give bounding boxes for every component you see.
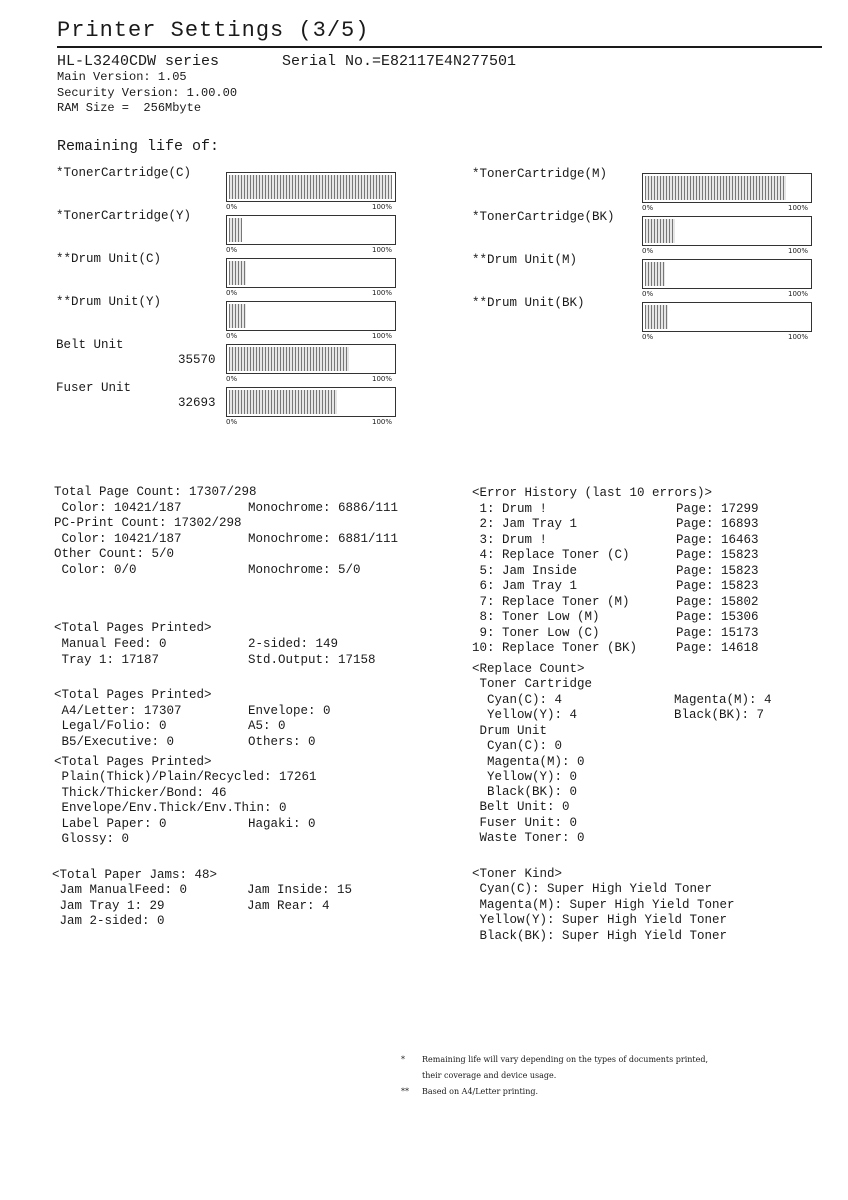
gauge-max-tick: 100% — [372, 332, 393, 340]
jam-manual-feed: Jam ManualFeed: 0 — [52, 883, 188, 897]
error-desc: 4: Replace Toner (C) — [472, 548, 630, 562]
thick-media-count: Thick/Thicker/Bond: 46 — [54, 786, 227, 800]
footnote-text: their coverage and device usage. — [422, 1071, 557, 1080]
gauge-min-tick: 0% — [226, 203, 238, 211]
life-gauge-fill — [645, 262, 665, 286]
life-gauge-fill — [645, 176, 786, 200]
error-page: Page: 17299 — [676, 502, 759, 516]
tray1-count: Tray 1: 17187 — [54, 653, 160, 667]
life-gauge-bar — [226, 215, 396, 245]
plain-media-count: Plain(Thick)/Plain/Recycled: 17261 — [54, 770, 317, 784]
gauge-label: Fuser Unit — [56, 381, 132, 395]
gauge-max-tick: 100% — [372, 203, 393, 211]
life-gauge-fill — [645, 305, 668, 329]
error-desc: 9: Toner Low (C) — [472, 626, 600, 640]
total-mono-count: Monochrome: 6886/111 — [248, 501, 399, 515]
error-desc: 1: Drum ! — [472, 502, 548, 516]
life-gauge-fill — [229, 218, 242, 242]
life-gauge-bar — [226, 387, 396, 417]
life-gauge-bar — [642, 173, 812, 203]
replace-belt: Belt Unit: 0 — [472, 800, 570, 814]
gauge-min-tick: 0% — [226, 246, 238, 254]
gauge-label: *TonerCartridge(Y) — [56, 209, 192, 223]
gauge-min-tick: 0% — [226, 375, 238, 383]
footnote-star: ** — [401, 1087, 409, 1096]
error-desc: 2: Jam Tray 1 — [472, 517, 578, 531]
footnote-text: Based on A4/Letter printing. — [422, 1087, 539, 1096]
footnote-text: Remaining life will vary depending on the types of documents printed, — [422, 1055, 709, 1064]
page-title: Printer Settings (3/5) — [57, 18, 370, 43]
pages-printed-size-heading: <Total Pages Printed> — [54, 688, 212, 702]
life-gauge-fill — [229, 175, 392, 199]
error-history-heading: <Error History (last 10 errors)> — [472, 486, 713, 500]
other-color-count: Color: 0/0 — [54, 563, 137, 577]
gauge-min-tick: 0% — [642, 204, 654, 212]
gauge-min-tick: 0% — [642, 290, 654, 298]
replace-drum-line: Cyan(C): 0 — [472, 739, 563, 753]
gauge-max-tick: 100% — [372, 418, 393, 426]
error-page: Page: 16463 — [676, 533, 759, 547]
gauge-max-tick: 100% — [788, 247, 809, 255]
replace-drum-line: Black(BK): 0 — [472, 785, 578, 799]
error-page: Page: 15173 — [676, 626, 759, 640]
life-gauge-bar — [642, 302, 812, 332]
b5-executive-count: B5/Executive: 0 — [54, 735, 175, 749]
gauge-label: Belt Unit — [56, 338, 124, 352]
glossy-count: Glossy: 0 — [54, 832, 130, 846]
error-desc: 10: Replace Toner (BK) — [472, 641, 638, 655]
paper-jams-heading: <Total Paper Jams: 48> — [52, 868, 218, 882]
life-gauge-bar — [226, 344, 396, 374]
replace-toner-heading: Toner Cartridge — [472, 677, 593, 691]
error-page: Page: 15823 — [676, 564, 759, 578]
a4-letter-count: A4/Letter: 17307 — [54, 704, 182, 718]
gauge-max-tick: 100% — [372, 289, 393, 297]
life-gauge-bar — [226, 301, 396, 331]
jam-tray1: Jam Tray 1: 29 — [52, 899, 165, 913]
gauge-min-tick: 0% — [226, 418, 238, 426]
toner-kind-heading: <Toner Kind> — [472, 867, 563, 881]
gauge-label: **Drum Unit(M) — [472, 253, 578, 267]
life-gauge-fill — [229, 261, 246, 285]
gauge-max-tick: 100% — [372, 375, 393, 383]
envelope-size-count: Envelope: 0 — [248, 704, 331, 718]
replace-toner-black: Black(BK): 7 — [674, 708, 765, 722]
life-gauge-bar — [642, 216, 812, 246]
toner-kind-line: Black(BK): Super High Yield Toner — [472, 929, 728, 943]
gauge-label: *TonerCartridge(BK) — [472, 210, 615, 224]
pages-printed-heading: <Total Pages Printed> — [54, 621, 212, 635]
manual-feed-count: Manual Feed: 0 — [54, 637, 167, 651]
other-count: Other Count: 5/0 — [54, 547, 175, 561]
gauge-max-tick: 100% — [788, 333, 809, 341]
error-desc: 3: Drum ! — [472, 533, 548, 547]
replace-waste-toner: Waste Toner: 0 — [472, 831, 585, 845]
replace-toner-yellow: Yellow(Y): 4 — [472, 708, 578, 722]
error-desc: 7: Replace Toner (M) — [472, 595, 630, 609]
title-rule — [57, 46, 822, 48]
hagaki-count: Hagaki: 0 — [248, 817, 316, 831]
replace-drum-line: Magenta(M): 0 — [472, 755, 585, 769]
gauge-min-tick: 0% — [226, 289, 238, 297]
main-version: Main Version: 1.05 — [57, 70, 187, 84]
footnote-star: * — [401, 1055, 405, 1064]
gauge-label: *TonerCartridge(M) — [472, 167, 608, 181]
pc-print-count: PC-Print Count: 17302/298 — [54, 516, 242, 530]
ram-size: RAM Size = 256Mbyte — [57, 101, 202, 115]
error-desc: 8: Toner Low (M) — [472, 610, 600, 624]
replace-fuser: Fuser Unit: 0 — [472, 816, 578, 830]
error-page: Page: 15823 — [676, 548, 759, 562]
jam-two-sided: Jam 2-sided: 0 — [52, 914, 165, 928]
total-page-count: Total Page Count: 17307/298 — [54, 485, 257, 499]
replace-drum-heading: Drum Unit — [472, 724, 548, 738]
gauge-count: 32693 — [178, 396, 216, 410]
replace-count-heading: <Replace Count> — [472, 662, 585, 676]
gauge-max-tick: 100% — [788, 290, 809, 298]
jam-rear: Jam Rear: 4 — [247, 899, 330, 913]
gauge-label: **Drum Unit(C) — [56, 252, 162, 266]
gauge-label: **Drum Unit(Y) — [56, 295, 162, 309]
life-gauge-fill — [229, 390, 337, 414]
security-version: Security Version: 1.00.00 — [57, 86, 238, 100]
serial-number: Serial No.=E82117E4N277501 — [282, 53, 517, 70]
error-page: Page: 16893 — [676, 517, 759, 531]
replace-toner-magenta: Magenta(M): 4 — [674, 693, 772, 707]
gauge-min-tick: 0% — [642, 333, 654, 341]
other-mono-count: Monochrome: 5/0 — [248, 563, 361, 577]
envelope-media-count: Envelope/Env.Thick/Env.Thin: 0 — [54, 801, 287, 815]
error-page: Page: 15306 — [676, 610, 759, 624]
two-sided-count: 2-sided: 149 — [248, 637, 339, 651]
life-gauge-bar — [642, 259, 812, 289]
life-gauge-fill — [229, 347, 349, 371]
gauge-min-tick: 0% — [226, 332, 238, 340]
error-page: Page: 14618 — [676, 641, 759, 655]
life-gauge-fill — [229, 304, 246, 328]
remaining-life-heading: Remaining life of: — [57, 138, 220, 155]
life-gauge-bar — [226, 258, 396, 288]
pc-mono-count: Monochrome: 6881/111 — [248, 532, 399, 546]
life-gauge-bar — [226, 172, 396, 202]
gauge-label: *TonerCartridge(C) — [56, 166, 192, 180]
pc-color-count: Color: 10421/187 — [54, 532, 182, 546]
error-page: Page: 15802 — [676, 595, 759, 609]
model-name: HL-L3240CDW series — [57, 53, 220, 70]
others-size-count: Others: 0 — [248, 735, 316, 749]
legal-folio-count: Legal/Folio: 0 — [54, 719, 167, 733]
error-desc: 6: Jam Tray 1 — [472, 579, 578, 593]
life-gauge-fill — [645, 219, 675, 243]
toner-kind-line: Magenta(M): Super High Yield Toner — [472, 898, 735, 912]
a5-count: A5: 0 — [248, 719, 286, 733]
gauge-min-tick: 0% — [642, 247, 654, 255]
toner-kind-line: Yellow(Y): Super High Yield Toner — [472, 913, 728, 927]
label-paper-count: Label Paper: 0 — [54, 817, 167, 831]
error-page: Page: 15823 — [676, 579, 759, 593]
pages-printed-media-heading: <Total Pages Printed> — [54, 755, 212, 769]
jam-inside: Jam Inside: 15 — [247, 883, 353, 897]
toner-kind-line: Cyan(C): Super High Yield Toner — [472, 882, 713, 896]
gauge-max-tick: 100% — [788, 204, 809, 212]
gauge-max-tick: 100% — [372, 246, 393, 254]
total-color-count: Color: 10421/187 — [54, 501, 182, 515]
error-desc: 5: Jam Inside — [472, 564, 578, 578]
gauge-count: 35570 — [178, 353, 216, 367]
replace-toner-cyan: Cyan(C): 4 — [472, 693, 563, 707]
std-output-count: Std.Output: 17158 — [248, 653, 376, 667]
gauge-label: **Drum Unit(BK) — [472, 296, 585, 310]
replace-drum-line: Yellow(Y): 0 — [472, 770, 578, 784]
